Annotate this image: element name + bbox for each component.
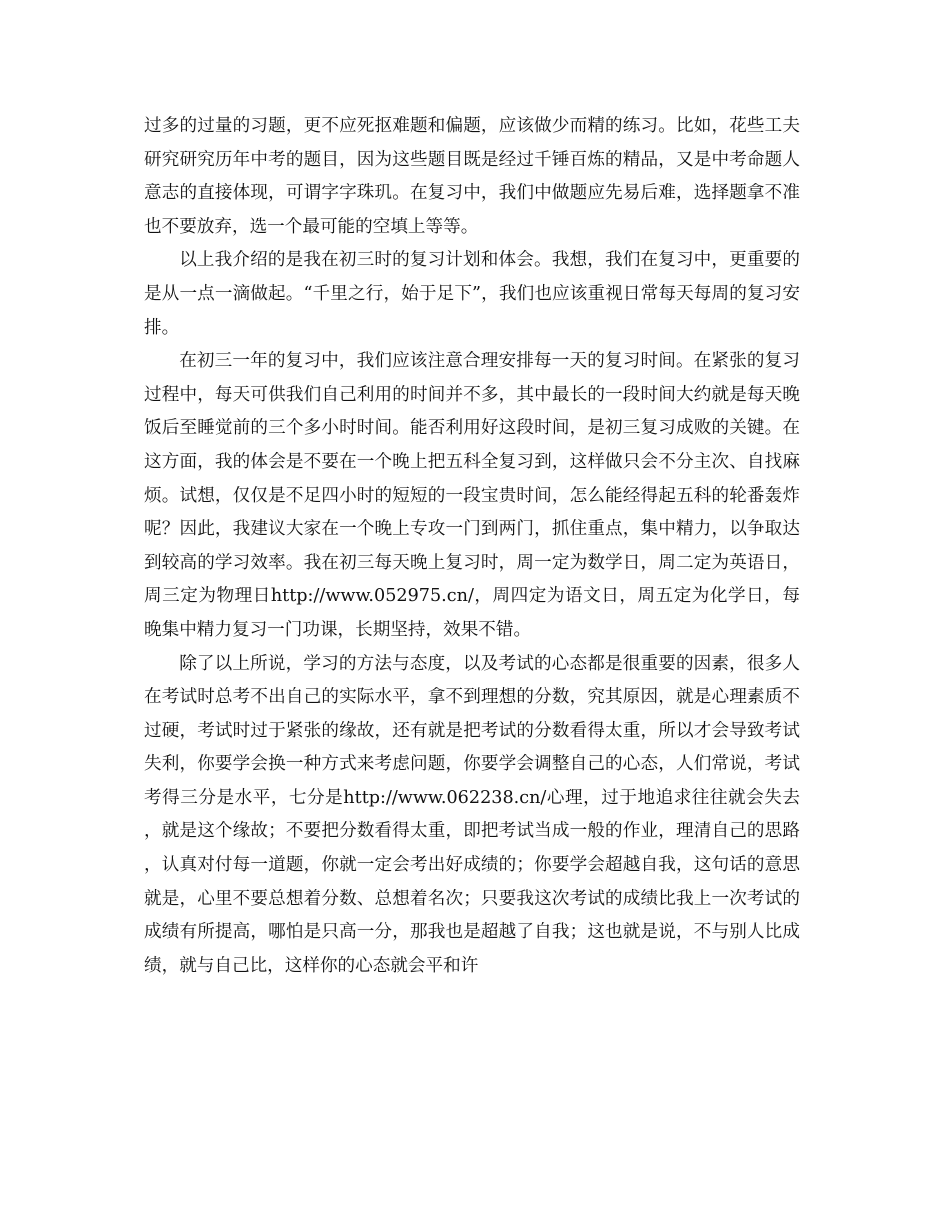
document-body	[144, 110, 800, 983]
paragraph-continued: 过多的过量的习题，更不应死抠难题和偏题，应该做少而精的练习。比如，花些工夫研究研究历年中考的题目，因为这些题目既是经过千锤百炼的精品，又是中考命题人意志的直接体现，可谓字字珠玑。在复习中，我们中做题应先易后难，选择题拿不准也不要放弃，选一个最可能的空填上等等。	[144, 116, 800, 237]
paragraph: 在初三一年的复习中，我们应该注意合理安排每一天的复习时间。在紧张的复习过程中，每天可供我们自己利用的时间并不多，其中最长的一段时间大约就是每天晚饭后至睡觉前的三个多小时时间。能否利用好这段时间，是初三复习成败的关键。在这方面，我的体会是不要在一个晚上把五科全复习到，这样做只会不分主次、自找麻烦。试想，仅仅是不足四小时的短短的一段宝贵时间，怎么能经得起五科的轮番轰炸呢？因此，我建议大家在一个晚上专攻一门到两门，抓住重点，集中精力，以争取达到较高的学习效率。我在初三每天晚上复习时，周一定为数学日，周二定为英语日，周三定为物理日http://www.052975.cn/，周四定为语文日，周五定为化学日，每晚集中精力复习一门功课，长期坚持，效果不错。	[144, 351, 800, 640]
paragraph: 以上我介绍的是我在初三时的复习计划和体会。我想，我们在复习中，更重要的是从一点一滴做起。“千里之行，始于足下”，我们也应该重视日常每天每周的复习安排。	[144, 250, 800, 338]
paragraph: 除了以上所说，学习的方法与态度，以及考试的心态都是很重要的因素，很多人在考试时总考不出自己的实际水平，拿不到理想的分数，究其原因，就是心理素质不过硬，考试时过于紧张的缘故，还有就是把考试的分数看得太重，所以才会导致考试失利，你要学会换一种方式来考虑问题，你要学会调整自己的心态，人们常说，考试考得三分是水平，七分是http://www.062238.cn/心理，过于地追求往往就会失去，就是这个缘故；不要把分数看得太重，即把考试当成一般的作业，理清自己的思路，认真对付每一道题，你就一定会考出好成绩的；你要学会超越自我，这句话的意思就是，心里不要总想着分数、总想着名次；只要我这次考试的成绩比我上一次考试的成绩有所提高，哪怕是只高一分，那我也是超越了自我；这也就是说，不与别人比成绩，就与自己比，这样你的心态就会平和许	[144, 653, 800, 976]
